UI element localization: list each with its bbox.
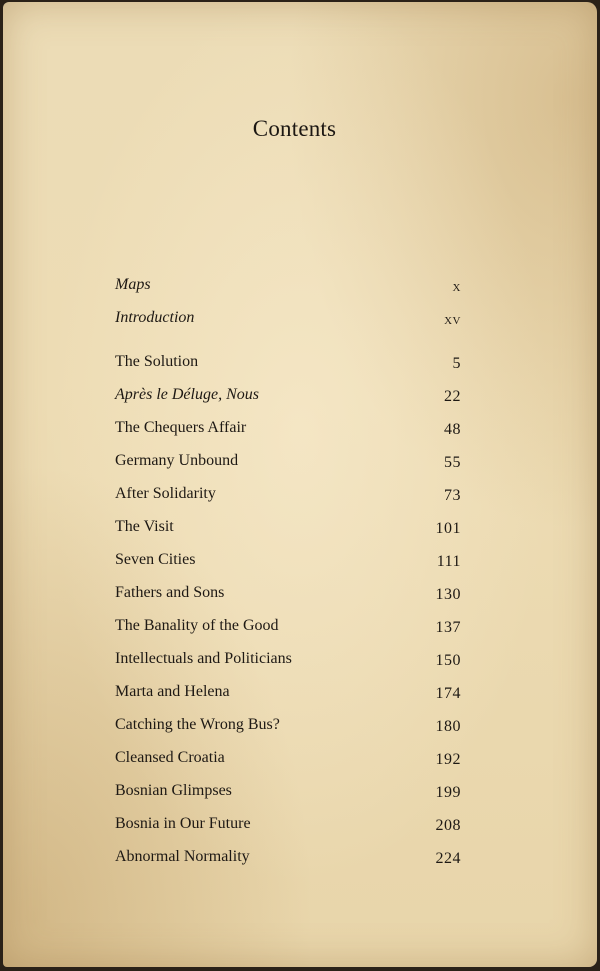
- toc-entry-page: 111: [436, 553, 461, 570]
- toc-entry-intellectuals-and-politicians: [115, 650, 461, 672]
- toc-entry-label: The Banality of the Good: [115, 617, 279, 634]
- toc-entry-page: 48: [444, 421, 461, 438]
- toc-entry-page: 22: [444, 388, 461, 405]
- toc-entry-label: Bosnian Glimpses: [115, 782, 232, 799]
- toc-entry-bosnia-in-our-future: [115, 815, 461, 837]
- toc-entry-label: Maps: [115, 276, 151, 293]
- toc-entry-page: 137: [435, 619, 461, 636]
- toc-entry-label: The Chequers Affair: [115, 419, 247, 436]
- toc-entry-label: Germany Unbound: [115, 452, 239, 469]
- toc-entry-label: Cleansed Croatia: [115, 749, 225, 766]
- toc-entry-page: 199: [435, 784, 461, 801]
- toc-entry-bosnian-glimpses: [115, 782, 461, 804]
- toc-entry-germany-unbound: [115, 452, 461, 474]
- toc-entry-cleansed-croatia: [115, 749, 461, 771]
- toc-entry-page: 174: [435, 685, 461, 702]
- toc-entry-page: 224: [435, 850, 461, 867]
- toc-entry-the-solution: [115, 353, 461, 375]
- toc-entry-label: Fathers and Sons: [115, 584, 225, 601]
- toc-entry-label: Catching the Wrong Bus?: [115, 716, 280, 733]
- toc-entry-label: Abnormal Normality: [115, 848, 250, 865]
- toc-entry-label: Après le Déluge, Nous: [115, 386, 259, 403]
- toc-entry-label: Intellectuals and Politicians: [115, 650, 292, 667]
- toc-entry-the-visit: [115, 518, 461, 540]
- toc-entry-label: After Solidarity: [115, 485, 216, 502]
- toc-entry-label: Seven Cities: [115, 551, 196, 568]
- toc-entry-page: 150: [435, 652, 461, 669]
- toc-entry-label: The Solution: [115, 353, 199, 370]
- toc-entry-label: The Visit: [115, 518, 174, 535]
- toc-entry-page: 130: [435, 586, 461, 603]
- toc-entry-after-solidarity: [115, 485, 461, 507]
- toc-entry-page: 192: [435, 751, 461, 768]
- toc-entry-seven-cities: [115, 551, 461, 573]
- toc-entry-apres-le-deluge: [115, 386, 461, 408]
- toc-entry-page: x: [452, 278, 461, 295]
- page-title: Contents: [252, 116, 337, 141]
- table-of-contents: [3, 2, 597, 967]
- toc-entry-marta-and-helena: [115, 683, 461, 705]
- toc-entry-page: 101: [435, 520, 461, 537]
- toc-entry-page: xv: [444, 311, 461, 328]
- toc-entry-label: Marta and Helena: [115, 683, 230, 700]
- toc-entry-page: 208: [435, 817, 461, 834]
- toc-entry-maps: [115, 276, 461, 298]
- toc-entry-page: 5: [452, 355, 461, 372]
- toc-entry-introduction: [115, 309, 461, 331]
- toc-entry-page: 73: [444, 487, 461, 504]
- toc-entry-label: Bosnia in Our Future: [115, 815, 251, 832]
- toc-entry-page: 180: [435, 718, 461, 735]
- book-page: [3, 2, 597, 967]
- toc-entry-catching-the-wrong-bus: [115, 716, 461, 738]
- toc-entry-fathers-and-sons: [115, 584, 461, 606]
- toc-entry-abnormal-normality: [115, 848, 461, 870]
- toc-entry-banality-of-the-good: [115, 617, 461, 639]
- toc-entry-label: Introduction: [115, 309, 195, 326]
- toc-entry-page: 55: [444, 454, 461, 471]
- toc-entry-chequers-affair: [115, 419, 461, 441]
